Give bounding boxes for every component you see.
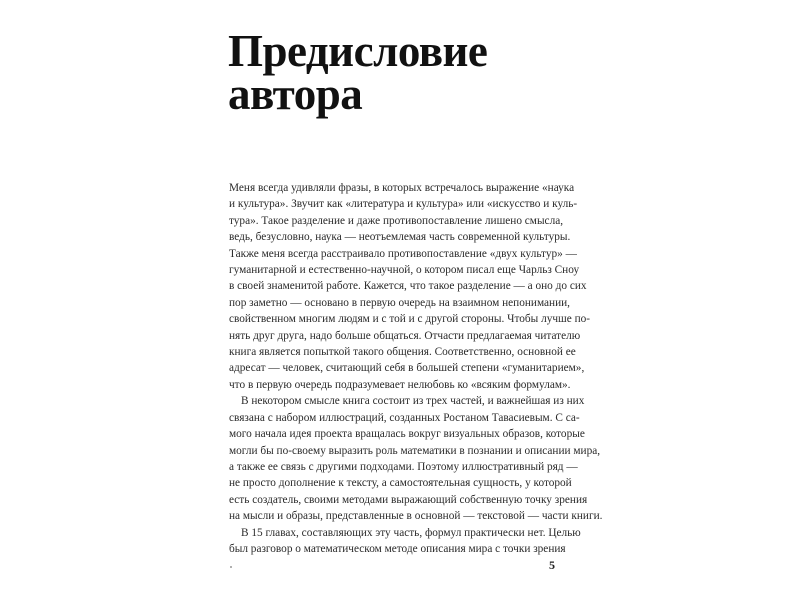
text-line: Также меня всегда расстраивало противопоставление «двух культур» — <box>229 247 577 260</box>
footer-dot <box>230 566 232 568</box>
text-line: тура». Такое разделение и даже противопоставление лишено смысла, <box>229 214 564 227</box>
text-line: в своей знаменитой работе. Кажется, что такое разделение — а оно до сих <box>229 280 587 293</box>
text-line: В 15 главах, составляющих эту часть, формул практически нет. Целью <box>241 526 581 539</box>
text-line: В некотором смысле книга состоит из трех частей, и важнейшая из них <box>241 395 585 408</box>
text-line: связана с набором иллюстраций, созданных Ростаном Тавасиевым. С са- <box>229 411 580 424</box>
text-line: книга является попыткой такого общения. Соответственно, основной ее <box>229 346 576 359</box>
text-line: могли бы по-своему выразить роль математики в познании и описании мира, <box>229 444 601 457</box>
body-text <box>229 180 603 557</box>
text-line: адресат — человек, считающий себя в большей степени «гуманитарием», <box>229 362 585 375</box>
text-line: был разговор о математическом методе описания мира с точки зрения <box>229 542 566 555</box>
text-line: есть создатель, своими методами выражающий собственную точку зрения <box>229 493 588 506</box>
text-line: и культура». Звучит как «литература и культура» или «искусство и куль- <box>229 198 578 211</box>
text-line: мого начала идея проекта вращалась вокруг визуальных образов, которые <box>229 428 585 441</box>
text-line: не просто дополнение к тексту, а самостоятельная сущность, у которой <box>229 477 572 490</box>
text-line: пор заметно — основано в первую очередь на взаимном непонимании, <box>229 296 570 309</box>
text-line: на мысли и образы, представленные в основной — текстовой — части книги. <box>229 510 603 523</box>
text-line: гуманитарной и естественно-научной, о котором писал еще Чарльз Сноу <box>229 264 580 277</box>
text-line: а также ее связь с другими подходами. Поэтому иллюстративный ряд — <box>229 460 578 473</box>
page-number: 5 <box>549 558 555 572</box>
text-line: Меня всегда удивляли фразы, в которых встречалось выражение «наука <box>229 182 575 194</box>
text-line: что в первую очередь подразумевает нелюбовь ко «всяким формулам». <box>229 378 571 391</box>
title-line-2: автора <box>228 69 363 119</box>
title-line-1: Предисловие <box>228 26 488 76</box>
page-title <box>228 26 528 119</box>
text-line: нять друг друга, надо больше общаться. Отчасти предлагаемая читателю <box>229 329 581 342</box>
text-line: ведь, безусловно, наука — неотъемлемая часть современной культуры. <box>229 231 571 244</box>
text-line: свойственном многим людям и с той и с другой стороны. Чтобы лучше по- <box>229 313 591 326</box>
